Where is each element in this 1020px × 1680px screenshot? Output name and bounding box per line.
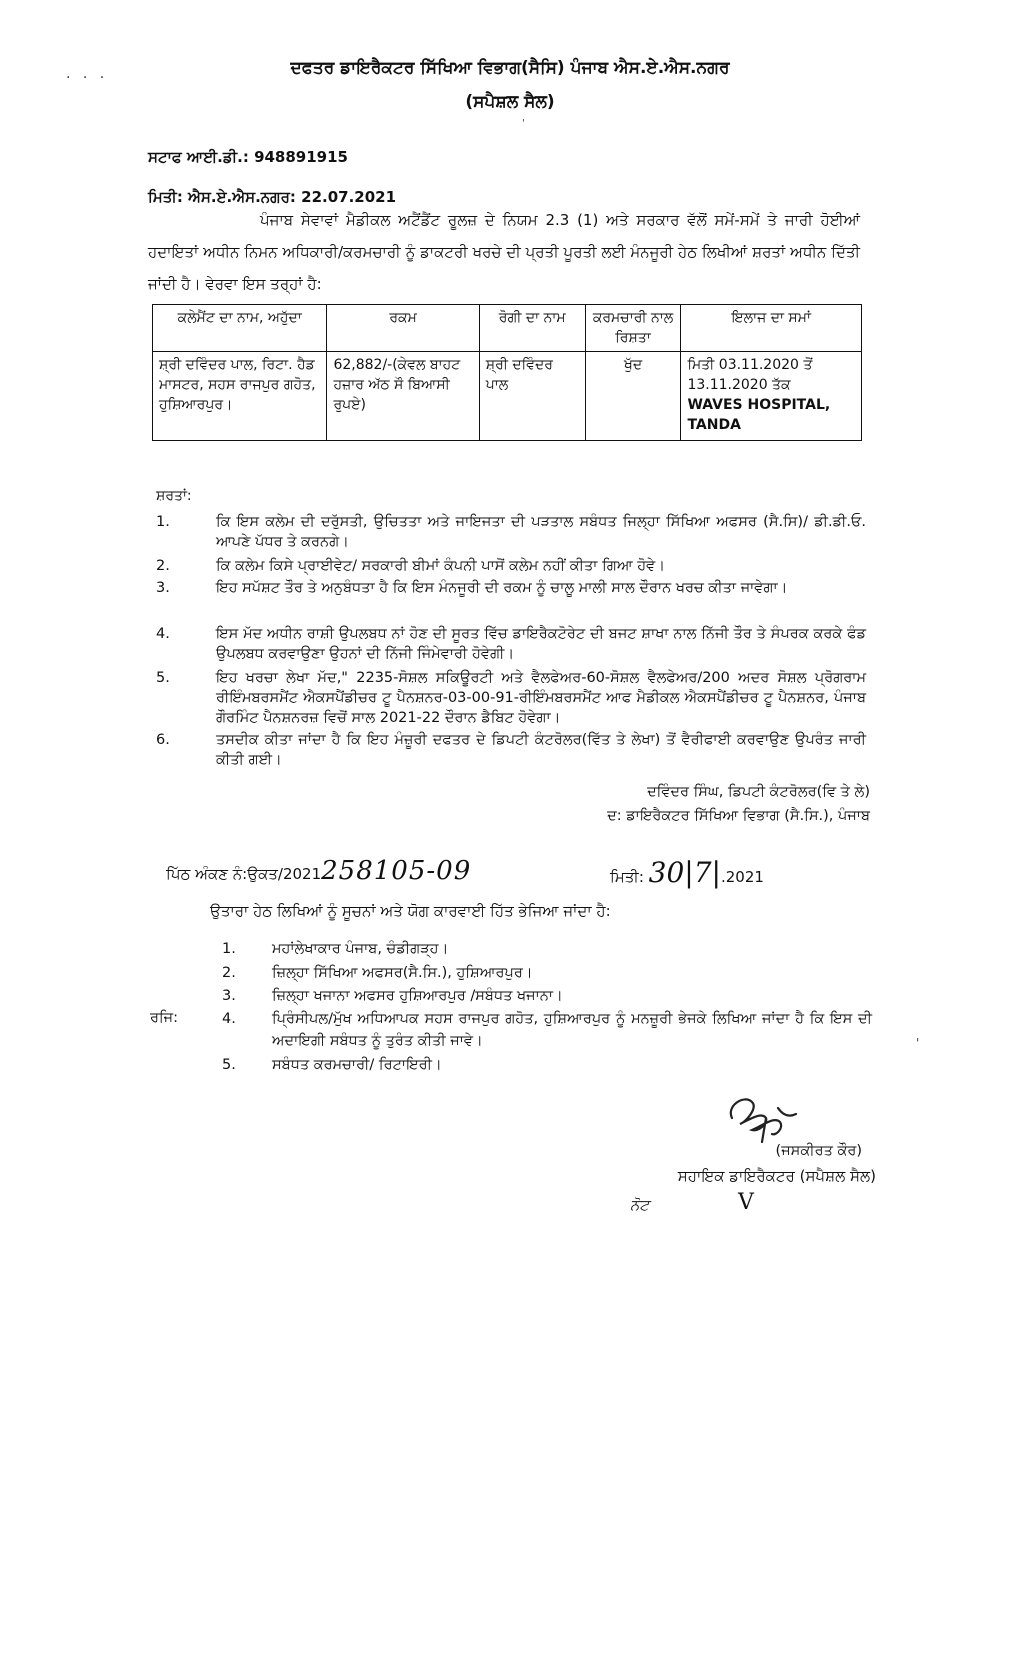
cell-name: (ਸਪੈਸ਼ਲ ਸੈਲ) <box>465 92 555 112</box>
condition-number: 2. <box>156 558 170 574</box>
issue-date: ਮਿਤੀ: ਐਸ.ਏ.ਐਸ.ਨਗਰ: 22.07.2021 <box>148 188 397 206</box>
table-row <box>153 352 862 441</box>
scan-mark: ' <box>522 118 525 129</box>
claim-table <box>152 304 862 441</box>
copy-number: 2. <box>222 965 236 981</box>
note-label: ਨੋਟ <box>630 1196 649 1214</box>
header-patient: ਰੋਗੀ ਦਾ ਨਾਮ <box>479 305 585 352</box>
header-claimant: ਕਲੇਮੈਂਟ ਦਾ ਨਾਮ, ਅਹੁੱਦਾ <box>153 305 327 352</box>
copy-number: 4. <box>222 1011 236 1027</box>
hospital-name: WAVES HOSPITAL, TANDA <box>687 397 831 433</box>
corner-scan-mark: · · · <box>66 70 109 86</box>
endorsement-year: .2021 <box>720 868 764 886</box>
table-header-row <box>153 305 862 352</box>
endorsement-label: ਪਿੱਠ ਅੰਕਣ ਨੰ:ਉਕਤ/2021 <box>166 865 322 883</box>
cell-amount: 62,882/-(ਕੇਵਲ ਬਾਹਟ ਹਜ਼ਾਰ ਅੱਠ ਸੌ ਬਿਆਸੀ ਰੁਪਏ) <box>327 352 479 441</box>
header-period: ਇਲਾਜ ਦਾ ਸਮਾਂ <box>681 305 862 352</box>
treatment-dates: ਮਿਤੀ 03.11.2020 ਤੋਂ 13.11.2020 ਤੱਕ <box>687 357 813 393</box>
cell-patient: ਸ਼੍ਰੀ ਦਵਿੰਦਰ ਪਾਲ <box>479 352 585 441</box>
condition-number: 4. <box>156 626 170 642</box>
endorsement-date <box>610 856 764 889</box>
assistant-director-name: (ਜਸਕੀਰਤ ਕੌਰ) <box>775 1143 862 1159</box>
condition-text: ਤਸਦੀਕ ਕੀਤਾ ਜਾਂਦਾ ਹੈ ਕਿ ਇਹ ਮੰਜ਼ੂਰੀ ਦਫਤਰ ਦੇ ਡਿਪਟੀ ਕੰਟਰੋਲਰ(ਵਿੱਤ ਤੇ ਲੇਖਾ) ਤੋਂ ਵੈਰੀਫਾਈ ਕਰਵਾਉਣ ਉਪਰੰਤ ਜਾਰੀ ਕੀਤੀ ਗਈ। <box>216 732 866 768</box>
endorsement-number <box>166 856 471 886</box>
copy-intro: ਉਤਾਰਾ ਹੇਠ ਲਿਖਿਆਂ ਨੂੰ ਸੂਚਨਾਂ ਅਤੇ ਯੋਗ ਕਾਰਵਾਈ ਹਿੱਤ ਭੇਜਿਆ ਜਾਂਦਾ ਹੈ: <box>210 902 611 920</box>
copy-text: ਸਬੰਧਤ ਕਰਮਚਾਰੀ/ ਰਿਟਾਇਰੀ। <box>272 1057 442 1073</box>
cell-period <box>681 352 862 441</box>
endorsement-date-label: ਮਿਤੀ: <box>610 868 644 886</box>
copy-number: 5. <box>222 1057 236 1073</box>
copy-text: ਮਹਾਂਲੇਖਾਕਾਰ ਪੰਜਾਬ, ਚੰਡੀਗੜ੍ਹ। <box>272 941 449 957</box>
copy-number: 3. <box>222 988 236 1004</box>
condition-text: ਕਿ ਕਲੇਮ ਕਿਸੇ ਪ੍ਰਾਈਵੇਟ/ ਸਰਕਾਰੀ ਬੀਮਾਂ ਕੰਪਨੀ ਪਾਸੋਂ ਕਲੇਮ ਨਹੀਂ ਕੀਤਾ ਗਿਆ ਹੋਵੇ। <box>216 558 665 574</box>
intro-text: ਪੰਜਾਬ ਸੇਵਾਵਾਂ ਮੈਡੀਕਲ ਅਟੈਂਡੈਂਟ ਰੂਲਜ਼ ਦੇ ਨਿਯਮ 2.3 (1) ਅਤੇ ਸਰਕਾਰ ਵੱਲੋਂ ਸਮੇਂ-ਸਮੇਂ ਤੇ ਜਾਰੀ ਹੋਈਆਂ ਹਦਾਇਤਾਂ ਅਧੀਨ ਨਿਮਨ ਅਧਿਕਾਰੀ/ਕਰਮਚਾਰੀ ਨੂੰ ਡਾਕਟਰੀ ਖਰਚੇ ਦੀ ਪ੍ਰਤੀ ਪੂਰਤੀ ਲਈ ਮੰਨਜੂਰੀ ਹੇਠ ਲਿਖੀਆਂ ਸ਼ਰਤਾਂ ਅਧੀਨ ਦਿੱਤੀ ਜਾਂਦੀ ਹੈ। ਵੇਰਵਾ ਇਸ ਤਰ੍ਹਾਂ ਹੈ: <box>148 211 860 293</box>
conditions-heading: ਸ਼ਰਤਾਂ: <box>156 488 192 504</box>
copy-text: ਜ਼ਿਲ੍ਹਾ ਸਿੱਖਿਆ ਅਫਸਰ(ਸੈ.ਸਿ.), ਹੁਸ਼ਿਆਰਪੁਰ। <box>272 965 533 981</box>
deputy-controller-office: ਦ: ਡਾਇਰੈਕਟਰ ਸਿੱਖਿਆ ਵਿਭਾਗ (ਸੈ.ਸਿ.), ਪੰਜਾਬ <box>607 808 870 824</box>
condition-text: ਇਹ ਸਪੱਸ਼ਟ ਤੌਰ ਤੇ ਅਨੁਬੰਧਤਾ ਹੈ ਕਿ ਇਸ ਮੰਨਜੂਰੀ ਦੀ ਰਕਮ ਨੂੰ ਚਾਲੂ ਮਾਲੀ ਸਾਲ ਦੌਰਾਨ ਖਰਚ ਕੀਤਾ ਜਾਵੇਗਾ। <box>216 580 788 596</box>
regd-label: ਰਜਿ: <box>150 1010 179 1026</box>
cell-relation: ਖੁੱਦ <box>585 352 681 441</box>
intro-paragraph <box>148 204 860 300</box>
condition-number: 3. <box>156 580 170 596</box>
header-relation: ਕਰਮਚਾਰੀ ਨਾਲ ਰਿਸ਼ਤਾ <box>585 305 681 352</box>
handwritten-signature <box>722 1088 802 1148</box>
cell-claimant: ਸ਼੍ਰੀ ਦਵਿੰਦਰ ਪਾਲ, ਰਿਟਾ. ਹੈਡ ਮਾਸਟਰ, ਸਹਸ ਰਾਜਪੁਰ ਗਹੋਤ, ਹੁਸ਼ਿਆਰਪੁਰ। <box>153 352 327 441</box>
copy-text: ਜ਼ਿਲ੍ਹਾ ਖਜਾਨਾ ਅਫਸਰ ਹੁਸ਼ਿਆਰਪੁਰ /ਸਬੰਧਤ ਖਜਾਨਾ। <box>272 988 563 1004</box>
office-header: ਦਫਤਰ ਡਾਇਰੈਕਟਰ ਸਿੱਖਿਆ ਵਿਭਾਗ(ਸੈਸਿ) ਪੰਜਾਬ ਐਸ.ਏ.ਐਸ.ਨਗਰ <box>290 58 730 78</box>
endorsement-handwritten-date: 30|7| <box>648 856 721 889</box>
condition-text: ਇਸ ਮੱਦ ਅਧੀਨ ਰਾਸ਼ੀ ਉਪਲਬਧ ਨਾਂ ਹੋਣ ਦੀ ਸੂਰਤ ਵਿੱਚ ਡਾਇਰੈਕਟੋਰੇਟ ਦੀ ਬਜਟ ਸ਼ਾਖਾ ਨਾਲ ਨਿੱਜੀ ਤੌਰ ਤੇ ਸੰਪਰਕ ਕਰਕੇ ਫੰਡ ਉਪਲਬਧ ਕਰਵਾਉਣਾ ਉਹਨਾਂ ਦੀ ਨਿੱਜੀ ਜਿੰਮੇਵਾਰੀ ਹੋਵੇਗੀ। <box>216 626 866 662</box>
note-initial: V <box>738 1190 754 1215</box>
condition-number: 5. <box>156 670 170 686</box>
condition-text: ਕਿ ਇਸ ਕਲੇਮ ਦੀ ਦਰੁੱਸਤੀ, ਉਚਿਤਤਾ ਅਤੇ ਜਾਇਜਤਾ ਦੀ ਪੜਤਾਲ ਸਬੰਧਤ ਜਿਲ੍ਹਾ ਸਿੱਖਿਆ ਅਫਸਰ (ਸੈ.ਸਿ)/ ਡੀ.ਡੀ.ਓ. ਆਪਣੇ ਪੱਧਰ ਤੇ ਕਰਨਗੇ। <box>216 514 866 550</box>
header-amount: ਰਕਮ <box>327 305 479 352</box>
staff-id-label: ਸਟਾਫ ਆਈ.ਡੀ.: <box>148 148 249 166</box>
endorsement-handwritten-number: 258105-09 <box>321 856 472 886</box>
staff-id-value: 948891915 <box>254 148 348 166</box>
staff-id <box>148 148 348 166</box>
scan-mark: ' <box>916 1036 920 1050</box>
copy-number: 1. <box>222 941 236 957</box>
assistant-director-designation: ਸਹਾਇਕ ਡਾਇਰੈਕਟਰ (ਸਪੈਸ਼ਲ ਸੈਲ) <box>677 1167 876 1185</box>
deputy-controller-name: ਦਵਿੰਦਰ ਸਿੰਘ, ਡਿਪਟੀ ਕੰਟਰੋਲਰ(ਵਿ ਤੇ ਲੇ) <box>647 784 870 800</box>
condition-text: ਇਹ ਖਰਚਾ ਲੇਖਾ ਮੱਦ," 2235-ਸੋਸ਼ਲ ਸਕਿਊਰਟੀ ਅਤੇ ਵੈਲਫੇਅਰ-60-ਸੋਸ਼ਲ ਵੈਲਫੇਅਰ/200 ਅਦਰ ਸੋਸ਼ਲ ਪ੍ਰੋਗਰਾਮ ਰੀਇੰਮਬਰਸਮੈਂਟ ਐਕਸਪੈਂਡੀਚਰ ਟੂ ਪੈਨਸ਼ਨਰ-03-00-91-ਰੀਇੰਮਬਰਸਮੈਂਟ ਆਫ ਮੈਡੀਕਲ ਐਕਸਪੈਂਡੀਚਰ ਟੂ ਪੈਨਸ਼ਨਰ, ਪੰਜਾਬ ਗੌਰਮਿੰਟ ਪੈਨਸ਼ਨਰਜ਼ ਵਿਚੋਂ ਸਾਲ 2021-22 ਦੌਰਾਨ ਡੈਬਿਟ ਹੋਵੇਗਾ। <box>216 670 866 726</box>
copy-text: ਪ੍ਰਿੰਸੀਪਲ/ਮੁੱਖ ਅਧਿਆਪਕ ਸਹਸ ਰਾਜਪੁਰ ਗਹੋਤ, ਹੁਸ਼ਿਆਰਪੁਰ ਨੂੰ ਮਨਜ਼ੂਰੀ ਭੇਜਕੇ ਲਿਖਿਆ ਜਾਂਦਾ ਹੈ ਕਿ ਇਸ ਦੀ ਅਦਾਇਗੀ ਸਬੰਧਤ ਨੂੰ ਤੁਰੰਤ ਕੀਤੀ ਜਾਵੇ। <box>272 1011 872 1049</box>
condition-number: 6. <box>156 732 170 748</box>
condition-number: 1. <box>156 514 170 530</box>
